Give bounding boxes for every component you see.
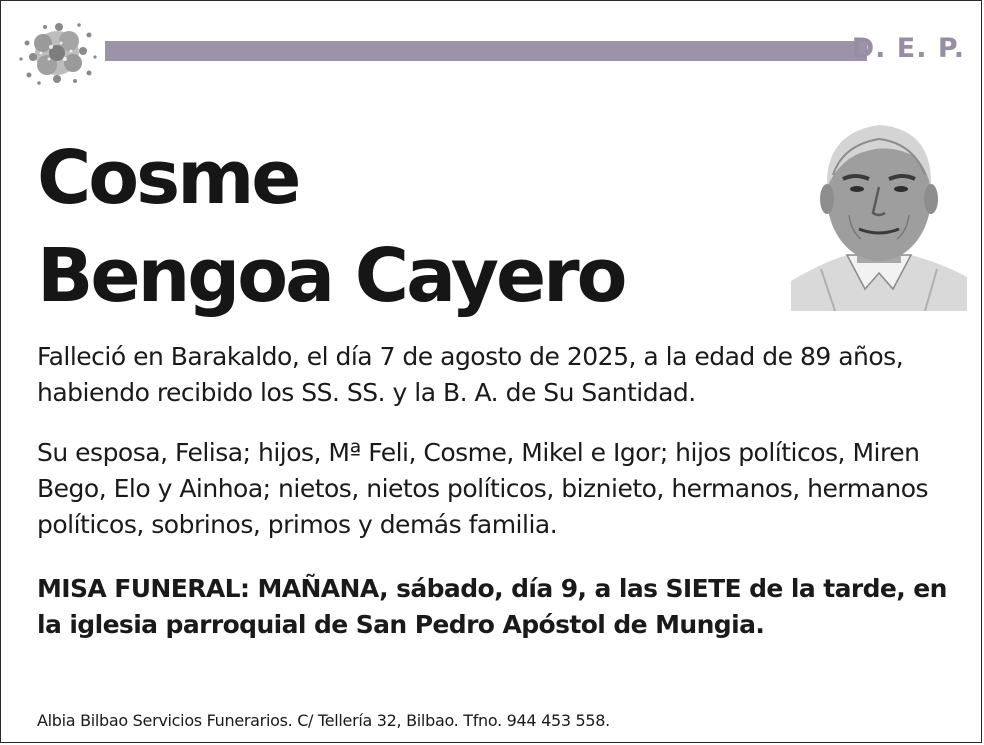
header-accent-bar <box>105 41 867 61</box>
name-second-line: Bengoa Cayero <box>37 233 625 319</box>
family-list: Su esposa, Felisa; hijos, Mª Feli, Cosme, Mikel e Igor; hijos políticos, Miren Bego, Elo y Ainhoa; nietos, nietos políticos, biznieto, hermanos, hermanos políticos, sobrinos, primos y demás familia. <box>37 438 929 539</box>
deceased-portrait-photo <box>791 105 967 311</box>
deceased-name <box>37 129 625 325</box>
funeral-home-footer: Albia Bilbao Servicios Funerarios. C/ Tellería 32, Bilbao. Tfno. 944 453 558. <box>37 711 610 730</box>
flower-ornament-icon <box>13 13 101 93</box>
dep-label: D. E. P. <box>851 33 965 64</box>
funeral-mass-notice: MISA FUNERAL: MAÑANA, sábado, día 9, a las SIETE de la tarde, en la iglesia parroquial de San Pedro Apóstol de Mungia. <box>37 574 947 639</box>
death-notice: Falleció en Barakaldo, el día 7 de agosto de 2025, a la edad de 89 años, habiendo recibido los SS. SS. y la B. A. de Su Santidad. <box>37 342 904 407</box>
name-first-line: Cosme <box>37 135 299 221</box>
